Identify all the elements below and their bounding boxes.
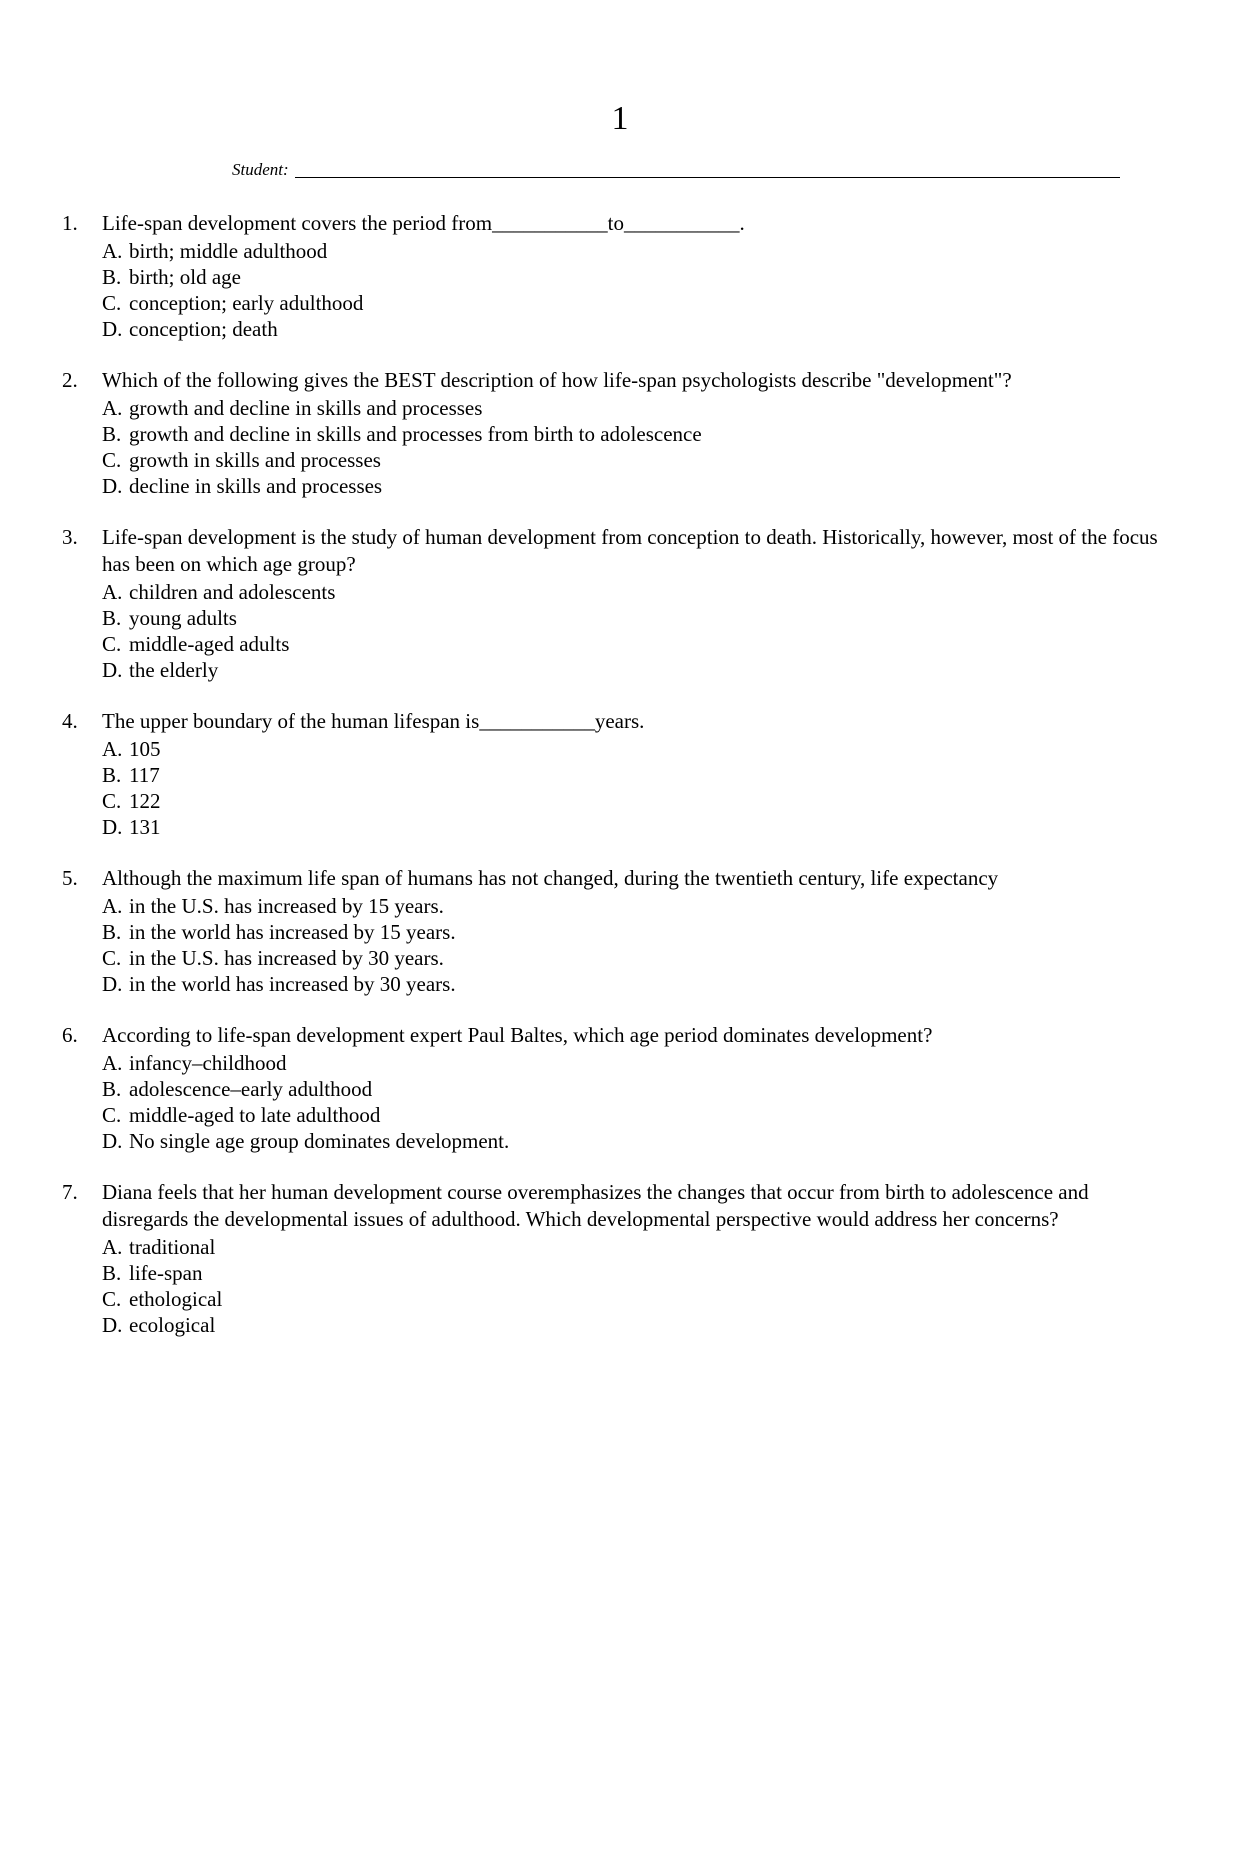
question-stem: Which of the following gives the BEST description of how life-span psychologists describe "development"? (102, 368, 1012, 392)
choice-letter: B. (102, 920, 122, 944)
question-item (58, 708, 1170, 840)
choice-text: birth; old age (129, 265, 241, 289)
choice-letter: D. (102, 474, 123, 498)
choice-letter: C. (102, 946, 122, 970)
choice-letter: C. (102, 632, 122, 656)
question-item (58, 524, 1170, 683)
question-body (102, 708, 1170, 840)
question-body (102, 1022, 1170, 1154)
choice-item[interactable] (102, 447, 1170, 473)
choice-text: 122 (129, 789, 161, 813)
choice-list (102, 579, 1170, 683)
question-stem: Life-span development covers the period from___________to___________. (102, 211, 745, 235)
choice-letter: D. (102, 658, 123, 682)
choice-text: in the U.S. has increased by 15 years. (129, 894, 444, 918)
choice-text: growth and decline in skills and processes from birth to adolescence (129, 422, 702, 446)
choice-text: young adults (129, 606, 237, 630)
choice-item[interactable] (102, 395, 1170, 421)
choice-text: 117 (129, 763, 160, 787)
choice-item[interactable] (102, 657, 1170, 683)
choice-item[interactable] (102, 1128, 1170, 1154)
choice-item[interactable] (102, 1312, 1170, 1338)
choice-item[interactable] (102, 1102, 1170, 1128)
choice-item[interactable] (102, 736, 1170, 762)
choice-text: No single age group dominates development. (129, 1129, 510, 1153)
choice-letter: C. (102, 1287, 122, 1311)
question-number: 4. (62, 709, 78, 733)
choice-list (102, 1234, 1170, 1338)
question-body (102, 865, 1170, 997)
page-number: 1 (611, 100, 629, 137)
choice-letter: C. (102, 291, 122, 315)
choice-item[interactable] (102, 919, 1170, 945)
choice-item[interactable] (102, 945, 1170, 971)
choice-letter: D. (102, 1129, 123, 1153)
choice-text: decline in skills and processes (129, 474, 383, 498)
question-item (58, 367, 1170, 499)
choice-item[interactable] (102, 579, 1170, 605)
choice-list (102, 893, 1170, 997)
choice-text: ethological (129, 1287, 223, 1311)
choice-text: 131 (129, 815, 161, 839)
student-name-blank[interactable] (295, 163, 1120, 178)
choice-letter: C. (102, 1103, 122, 1127)
choice-text: 105 (129, 737, 161, 761)
choice-letter: A. (102, 894, 123, 918)
choice-item[interactable] (102, 421, 1170, 447)
choice-item[interactable] (102, 631, 1170, 657)
question-item (58, 1022, 1170, 1154)
question-item (58, 865, 1170, 997)
choice-item[interactable] (102, 473, 1170, 499)
choice-letter: D. (102, 317, 123, 341)
question-stem: According to life-span development expert Paul Baltes, which age period dominates development? (102, 1023, 933, 1047)
choice-item[interactable] (102, 762, 1170, 788)
student-label: Student: (232, 160, 289, 179)
choice-list (102, 395, 1170, 499)
choice-text: growth in skills and processes (129, 448, 381, 472)
choice-letter: A. (102, 737, 123, 761)
question-number: 1. (62, 211, 78, 235)
choice-letter: C. (102, 789, 122, 813)
choice-text: in the U.S. has increased by 30 years. (129, 946, 444, 970)
question-stem: Life-span development is the study of human development from conception to death. Historically, however, most of the focus has been on which age group? (102, 525, 1158, 576)
choice-letter: A. (102, 1235, 123, 1259)
choice-item[interactable] (102, 1260, 1170, 1286)
choice-letter: B. (102, 265, 122, 289)
choice-text: traditional (129, 1235, 216, 1259)
choice-text: conception; early adulthood (129, 291, 364, 315)
choice-letter: A. (102, 239, 123, 263)
choice-item[interactable] (102, 316, 1170, 342)
question-item (58, 210, 1170, 342)
choice-letter: D. (102, 1313, 123, 1337)
choice-text: ecological (129, 1313, 216, 1337)
question-body (102, 367, 1170, 499)
choice-item[interactable] (102, 238, 1170, 264)
choice-text: middle-aged to late adulthood (129, 1103, 381, 1127)
choice-text: birth; middle adulthood (129, 239, 328, 263)
choice-letter: D. (102, 815, 123, 839)
choice-item[interactable] (102, 814, 1170, 840)
choice-letter: B. (102, 422, 122, 446)
choice-item[interactable] (102, 290, 1170, 316)
choice-letter: C. (102, 448, 122, 472)
choice-item[interactable] (102, 1234, 1170, 1260)
question-item (58, 1179, 1170, 1338)
question-body (102, 210, 1170, 342)
choice-list (102, 736, 1170, 840)
choice-text: infancy–childhood (129, 1051, 287, 1075)
question-number: 6. (62, 1023, 78, 1047)
choice-text: growth and decline in skills and processes (129, 396, 483, 420)
question-list (58, 210, 1170, 1338)
question-stem: Diana feels that her human development course overemphasizes the changes that occur from birth to adolescence and disregards the developmental issues of adulthood. Which developmental perspective would address her concerns? (102, 1180, 1089, 1231)
choice-text: in the world has increased by 30 years. (129, 972, 456, 996)
choice-list (102, 1050, 1170, 1154)
choice-text: conception; death (129, 317, 278, 341)
choice-text: adolescence–early adulthood (129, 1077, 373, 1101)
choice-letter: D. (102, 972, 123, 996)
question-stem: The upper boundary of the human lifespan is___________years. (102, 709, 645, 733)
student-name-line (232, 160, 1120, 180)
choice-letter: A. (102, 1051, 123, 1075)
choice-text: life-span (129, 1261, 203, 1285)
choice-letter: B. (102, 1261, 122, 1285)
choice-letter: B. (102, 606, 122, 630)
choice-item[interactable] (102, 971, 1170, 997)
question-body (102, 524, 1170, 683)
choice-item[interactable] (102, 893, 1170, 919)
document-page (0, 100, 1240, 1855)
choice-letter: A. (102, 396, 123, 420)
question-number: 5. (62, 866, 78, 890)
question-number: 3. (62, 525, 78, 549)
question-number: 7. (62, 1180, 78, 1204)
choice-letter: B. (102, 1077, 122, 1101)
choice-item[interactable] (102, 1050, 1170, 1076)
choice-list (102, 238, 1170, 342)
choice-item[interactable] (102, 1286, 1170, 1312)
choice-text: children and adolescents (129, 580, 336, 604)
question-number: 2. (62, 368, 78, 392)
choice-text: in the world has increased by 15 years. (129, 920, 456, 944)
choice-letter: A. (102, 580, 123, 604)
choice-item[interactable] (102, 788, 1170, 814)
choice-letter: B. (102, 763, 122, 787)
question-stem: Although the maximum life span of humans has not changed, during the twentieth century, life expectancy (102, 866, 999, 890)
choice-text: the elderly (129, 658, 219, 682)
question-body (102, 1179, 1170, 1338)
choice-item[interactable] (102, 264, 1170, 290)
choice-item[interactable] (102, 605, 1170, 631)
choice-item[interactable] (102, 1076, 1170, 1102)
choice-text: middle-aged adults (129, 632, 290, 656)
